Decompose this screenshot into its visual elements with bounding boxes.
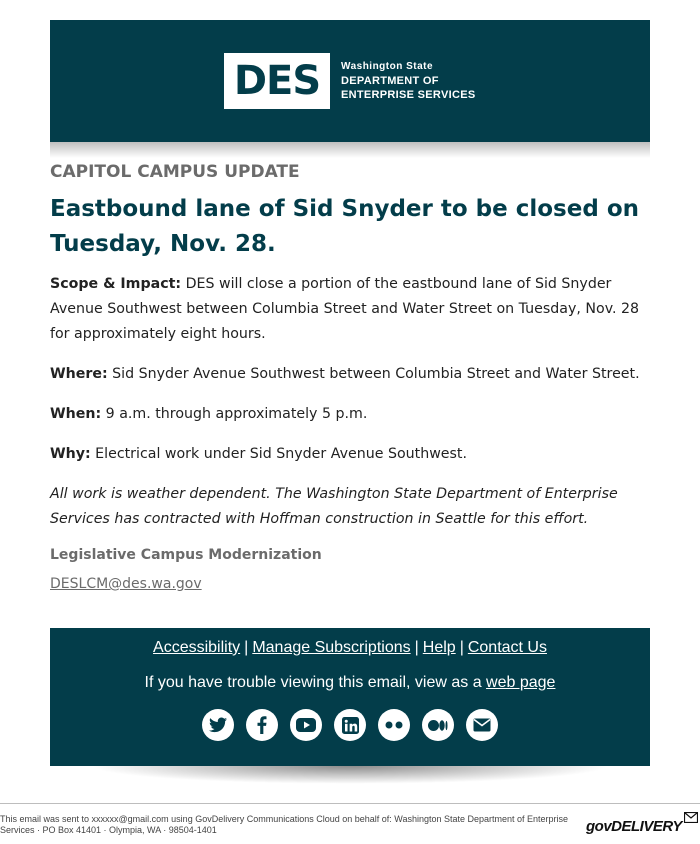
scope-text: DES will close a portion of the eastbound lane of Sid Snyder Avenue Southwest between Columbia Street and Water Street on Tuesday, Nov. 28 for approximately eight hours. [50,276,640,342]
when-text: 9 a.m. through approximately 5 p.m. [101,406,368,422]
signature: Legislative Campus Modernization [50,547,322,563]
when-paragraph [50,402,655,427]
footer-shadow [90,766,610,784]
contact-email-link[interactable]: DESLCM@des.wa.gov [50,576,202,592]
scope-label: Scope & Impact: [50,276,182,292]
email-icon[interactable] [466,709,498,741]
where-label: Where: [50,366,108,382]
scope-paragraph [50,272,655,347]
help-link[interactable]: Help [422,639,456,656]
flickr-icon[interactable] [378,709,410,741]
article-headline: Eastbound lane of Sid Snyder to be closed on Tuesday, Nov. 28. [50,196,639,257]
org-line-department: DEPARTMENT OF [341,75,439,87]
footer-banner [50,628,650,766]
youtube-icon[interactable] [290,709,322,741]
twitter-icon[interactable] [202,709,234,741]
link-separator: | [244,639,249,656]
accessibility-link[interactable]: Accessibility [153,639,241,656]
org-line-services: ENTERPRISE SERVICES [341,89,476,101]
web-page-link[interactable]: web page [486,674,556,691]
linkedin-icon[interactable] [334,709,366,741]
article-body [50,162,655,592]
header-banner [50,20,650,142]
envelope-logo-icon [684,812,698,823]
footer-links [50,638,650,658]
des-logo: DES [224,53,330,109]
org-line-state: Washington State [341,61,434,72]
why-paragraph [50,442,655,467]
link-separator: | [459,639,464,656]
manage-subscriptions-link[interactable]: Manage Subscriptions [252,639,411,656]
why-label: Why: [50,446,91,462]
govdelivery-logo[interactable]: govDELIVERY [586,818,682,835]
where-paragraph [50,362,655,387]
article-kicker: CAPITOL CAMPUS UPDATE [50,162,300,182]
trouble-text: If you have trouble viewing this email, view as a [144,674,487,691]
weather-note: All work is weather dependent. The Washington State Department of Enterprise Services has contracted with Hoffman construction in Seattle for this effort. [50,486,618,527]
why-text: Electrical work under Sid Snyder Avenue Southwest. [90,446,467,462]
contact-us-link[interactable]: Contact Us [467,639,547,656]
header-shadow [50,142,650,158]
medium-icon[interactable] [422,709,454,741]
when-label: When: [50,406,102,422]
where-text: Sid Snyder Avenue Southwest between Columbia Street and Water Street. [107,366,640,382]
link-separator: | [414,639,419,656]
view-online-note [50,673,650,693]
facebook-icon[interactable] [246,709,278,741]
social-icons [50,709,650,741]
bottom-divider [0,803,700,804]
org-name [341,61,475,102]
disclaimer-text: This email was sent to xxxxxx@gmail.com using GovDelivery Communications Cloud on behalf of: Washington State Department of Enterprise Services · PO Box 41401 · Olympia, WA · 98504-1401 [0,814,569,835]
